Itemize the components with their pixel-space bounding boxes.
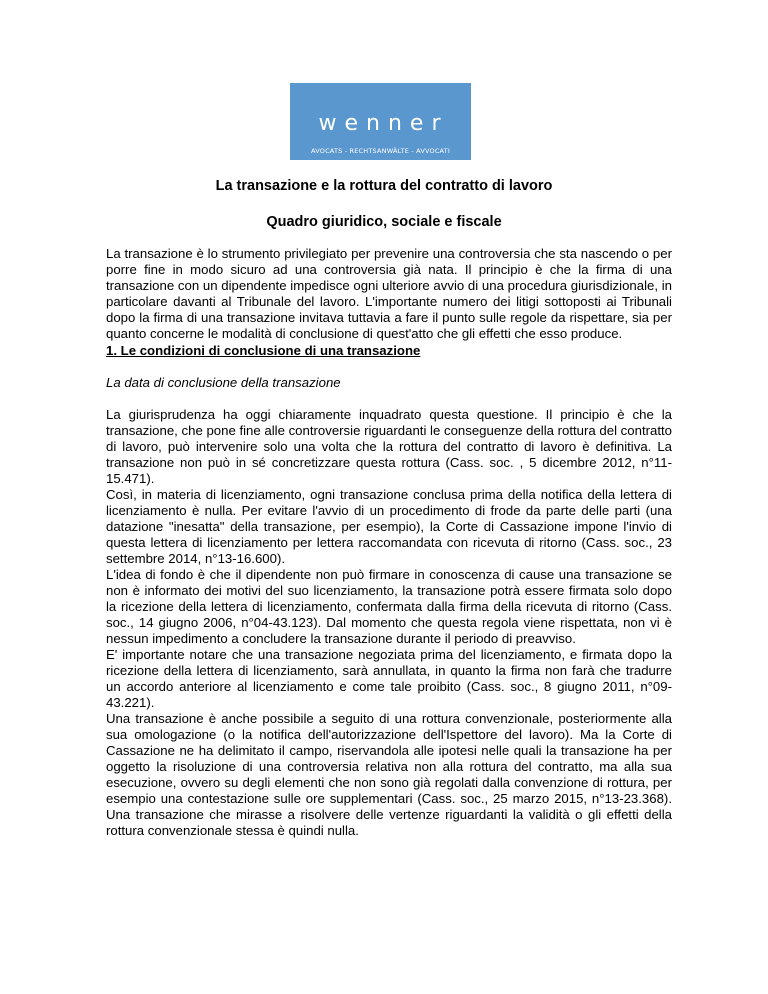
document-title: La transazione e la rottura del contratto di lavoro [215,178,553,194]
intro-paragraph: La transazione è lo strumento privilegiato per prevenire una controversia che sta nascendo o per porre fine in modo sicuro ad una controversia già nata. Il principio è che la firma di una transazione con un dipendente impedisce ogni ulteriore avvio di una procedura giurisdizionale, in particolare davanti al Tribunale del lavoro. L'importante numero dei litigi sottoposti ai Tribunali dopo la firma di una transazione invitava tuttavia a fare il punto sulle regole da rispettare, sia per quanto concerne le modalità di conclusione di quest'atto che gli effetti che esso produce. [106,246,672,341]
logo-wordmark: wenner [318,111,449,136]
section-heading: 1. Le condizioni di conclusione di una transazione [106,343,421,358]
body-paragraph: Una transazione è anche possibile a seguito di una rottura convenzionale, posteriormente alla sua omologazione (o la notifica dell'autorizzazione dell'Ispettore del lavoro). Ma la Corte di Cassazione ne ha delimitato il campo, riservandola alle ipotesi nelle quali la transazione ha per oggetto la risoluzione di una controversia relativa non alla rottura del contratto, ma alla sua esecuzione, ovvero su degli elementi che non sono già regolati dalla convenzione di rottura, per esempio una contestazione sulle ore supplementari (Cass. soc., 25 marzo 2015, n°13-23.368). Una transazione che mirasse a risolvere delle vertenze riguardanti la validità o gli effetti della rottura convenzionale stessa è quindi nulla. [106,711,672,838]
section-subheading: La data di conclusione della transazione [106,375,341,390]
body-paragraph: La giurisprudenza ha oggi chiaramente inquadrato questa questione. Il principio è che la transazione, che pone fine alle controversie riguardanti le conseguenze della rottura del contratto di lavoro, può intervenire solo una volta che la rottura del contratto di lavoro è definitiva. La transazione non può in sé concretizzare questa rottura (Cass. soc. , 5 dicembre 2012, n°11-15.471). [106,407,672,486]
document-subtitle: Quadro giuridico, sociale e fiscale [266,214,502,230]
body-paragraph: L'idea di fondo è che il dipendente non può firmare in conoscenza di cause una transazione se non è informato dei motivi del suo licenziamento, la transazione potrà essere firmata solo dopo la ricezione della lettera di licenziamento, confermata dalla firma della ricevuta di ritorno (Cass. soc., 14 giugno 2006, n°04-43.123). Dal momento che questa regola viene rispettata, non vi è nessun impedimento a concludere la transazione durante il periodo di preavviso. [106,567,672,646]
body-paragraph: E' importante notare che una transazione negoziata prima del licenziamento, e firmata dopo la ricezione della lettera di licenziamento, sarà annullata, in quanto la firma non farà che tradurre un accordo anteriore al licenziamento e come tale proibito (Cass. soc., 8 giugno 2011, n°09-43.221). [106,647,672,710]
wenner-logo [290,83,471,160]
body-paragraph: Così, in materia di licenziamento, ogni transazione conclusa prima della notifica della lettera di licenziamento è nulla. Per evitare l'avvio di un procedimento di frode da parte delle parti (una datazione "inesatta" della transazione, per esempio), la Corte di Cassazione impone l'invio di questa lettera di licenziamento per lettera raccomandata con ricevuta di ritorno (Cass. soc., 23 settembre 2014, n°13-16.600). [106,487,672,566]
section-body [106,407,672,839]
logo-tagline: AVOCATS - RECHTSANWÄLTE - AVVOCATI [310,147,450,155]
